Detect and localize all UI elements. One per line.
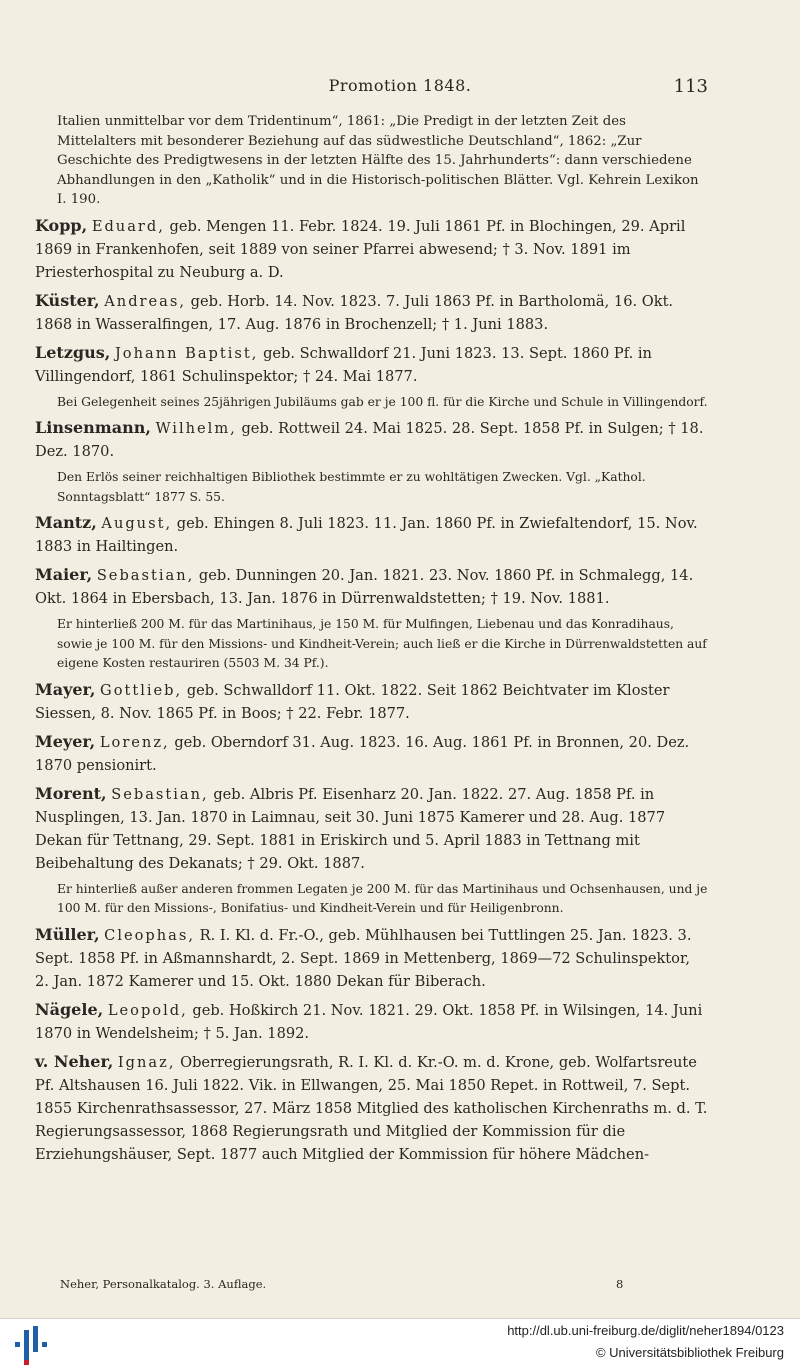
entry-surname: Letzgus, — [35, 342, 111, 362]
entry-given-name: Wilhelm, — [155, 420, 237, 437]
entry-note: Er hinterließ 200 M. für das Martinihaus, je 150 M. für Mulfingen, Liebenau und das Konradihaus, sowie je 100 M. für den Missions- und Kindheit-Verein; auch ließ er die Kirche in Dürrenwaldstetten auf eigene Kosten restauriren (5503 M. 34 Pf.). — [57, 617, 707, 670]
entry-text: geb. Mengen 11. Febr. 1824. 19. Juli 1861 Pf. in Blochingen, 29. April 1869 in Frankenhofen, seit 1889 von seiner Pfarrei abwesend; † 3. Nov. 1891 im Priesterhospital zu Neuburg a. D. — [35, 217, 686, 281]
copyright-notice: © Universitätsbibliothek Freiburg — [595, 1345, 784, 1360]
catalog-entry-maier — [35, 563, 708, 610]
entry-note: Den Erlös seiner reichhaltigen Bibliothek bestimmte er zu wohltätigen Zwecken. Vgl. „Kathol. Sonntagsblatt“ 1877 S. 55. — [57, 470, 646, 504]
entry-given-name: Sebastian, — [96, 567, 195, 584]
entry-given-name: Gottlieb, — [100, 681, 183, 699]
signature-line: Neher, Personalkatalog. 3. Auflage. — [60, 1277, 267, 1291]
catalog-entry-mayer — [35, 678, 708, 725]
running-title: Promotion 1848. — [328, 76, 472, 95]
entry-surname: Mayer, — [35, 679, 96, 699]
entry-given-name: Andreas, — [104, 292, 186, 310]
page-number: 113 — [673, 76, 708, 97]
ub-freiburg-logo-icon — [15, 1322, 49, 1366]
entry-note: Bei Gelegenheit seines 25jährigen Jubiläums gab er je 100 fl. für die Kirche und Schule in Villingendorf. — [57, 394, 708, 409]
entry-surname: Mantz, — [35, 513, 97, 532]
entry-text: geb. Albris Pf. Eisenharz 20. Jan. 1822. 27. Aug. 1858 Pf. in Nusplingen, 13. Jan. 1870 in Laimnau, seit 30. Juni 1875 Kamerer und 28. Aug. 1877 Dekan für Tettnang, 29. Sept. 1881 in Eriskirch und 5. April 1883 in Tettnang mit Beibehaltung des Dekanats; † 29. Okt. 1887. — [35, 785, 666, 872]
entry-surname: Nägele, — [35, 999, 104, 1019]
catalog-entry-linsenmann — [35, 416, 708, 463]
entry-text: geb. Oberndorf 31. Aug. 1823. 16. Aug. 1861 Pf. in Bronnen, 20. Dez. 1870 pensionirt. — [35, 733, 690, 774]
catalog-entry-mueller — [35, 923, 708, 993]
signature-mark: 8 — [616, 1277, 624, 1291]
page-footer — [60, 1277, 660, 1297]
preamble-note: Italien unmittelbar vor dem Tridentinum“, 1861: „Die Predigt in der letzten Zeit des Mittelalters mit besonderer Beziehung auf das südwestliche Deutschland“, 1862: „Zur Geschichte des Predigtwesens in der letzten Hälfte des 15. Jahrhunderts“: dann verschiedene Abhandlungen in den „Katholik“ und in die Historisch-politischen Blätter. Vgl. Kehrein Lexikon I. 190. — [57, 114, 699, 207]
document-permalink[interactable]: http://dl.ub.uni-freiburg.de/diglit/neher1894/0123 — [507, 1323, 784, 1338]
entry-text: geb. Schwalldorf 11. Okt. 1822. Seit 1862 Beichtvater im Kloster Siessen, 8. Nov. 1865 Pf. in Boos; † 22. Febr. 1877. — [35, 681, 670, 722]
entry-text: R. I. Kl. d. Fr.-O., geb. Mühlhausen bei Tuttlingen 25. Jan. 1823. 3. Sept. 1858 Pf. in Aßmannshardt, 2. Sept. 1869 in Mettenberg, 1869—72 Schulinspektor, 2. Jan. 1872 Kamerer und 15. Okt. 1880 Dekan für Biberach. — [35, 926, 692, 990]
entry-text: geb. Ehingen 8. Juli 1823. 11. Jan. 1860 Pf. in Zwiefaltendorf, 15. Nov. 1883 in Hailtingen. — [35, 515, 698, 555]
entry-text: geb. Horb. 14. Nov. 1823. 7. Juli 1863 Pf. in Bartholomä, 16. Okt. 1868 in Wasseralfingen, 17. Aug. 1876 in Brochenzell; † 1. Juni 1883. — [35, 292, 674, 333]
entry-text: geb. Schwalldorf 21. Juni 1823. 13. Sept. 1860 Pf. in Villingendorf, 1861 Schulinspektor; † 24. Mai 1877. — [35, 344, 652, 385]
entry-given-name: Eduard, — [91, 217, 165, 235]
entry-text: Oberregierungsrath, R. I. Kl. d. Kr.-O. m. d. Krone, geb. Wolfartsreute Pf. Altshausen 16. Juli 1822. Vik. in Ellwangen, 25. Mai 1850 Repet. in Rottweil, 7. Sept. 1855 Kirchenrathsassessor, 27. März 1858 Mitglied des katholischen Kirchenraths m. d. T. Regierungsassessor, 1868 Regierungsrath und Mitglied der Kommission für die Erziehungshäuser, Sept. 1877 auch Mitglied der Kommission für höhere Mädchen- — [35, 1053, 708, 1163]
entry-text: geb. Dunningen 20. Jan. 1821. 23. Nov. 1860 Pf. in Schmalegg, 14. Okt. 1864 in Ebersbach, 13. Jan. 1876 in Dürrenwaldstetten; † 19. Nov. 1881. — [35, 567, 694, 607]
entry-surname: Müller, — [35, 924, 100, 944]
entry-text: geb. Rottweil 24. Mai 1825. 28. Sept. 1858 Pf. in Sulgen; † 18. Dez. 1870. — [35, 420, 704, 460]
catalog-entry-naegele — [35, 998, 708, 1045]
catalog-entry-meyer — [35, 730, 708, 777]
entry-surname: Meyer, — [35, 731, 96, 751]
entry-given-name: Sebastian, — [111, 785, 209, 803]
entry-given-name: Lorenz, — [99, 733, 170, 751]
entry-surname: Morent, — [35, 783, 107, 803]
entry-surname: Kopp, — [35, 215, 88, 235]
entry-surname: v. Neher, — [35, 1051, 114, 1071]
entry-given-name: Leopold, — [107, 1001, 188, 1019]
catalog-entry-neher — [35, 1050, 708, 1166]
entry-given-name: Johann Baptist, — [114, 344, 259, 362]
entry-given-name: Ignaz, — [117, 1053, 176, 1071]
entry-given-name: Cleophas, — [104, 926, 195, 944]
entry-note: Er hinterließ außer anderen frommen Legaten je 200 M. für das Martinihaus und Ochsenhausen, und je 100 M. für den Missions-, Bonifatius- und Kindheit-Verein und für Heiligenbronn. — [57, 881, 708, 915]
catalog-entry-kopp — [35, 214, 708, 284]
entry-surname: Küster, — [35, 290, 100, 310]
entry-surname: Maier, — [35, 565, 93, 584]
viewer-footer-strip — [0, 1318, 800, 1370]
catalog-entry-letzgus — [35, 341, 708, 388]
entry-surname: Linsenmann, — [35, 418, 151, 437]
catalog-body — [35, 112, 708, 1171]
catalog-entry-kuester — [35, 289, 708, 336]
entry-given-name: August, — [101, 515, 173, 532]
running-header — [0, 76, 800, 102]
entry-text: geb. Hoßkirch 21. Nov. 1821. 29. Okt. 1858 Pf. in Wilsingen, 14. Juni 1870 in Wendelsheim; † 5. Jan. 1892. — [35, 1001, 703, 1042]
catalog-entry-mantz — [35, 511, 708, 558]
catalog-entry-morent — [35, 782, 708, 875]
